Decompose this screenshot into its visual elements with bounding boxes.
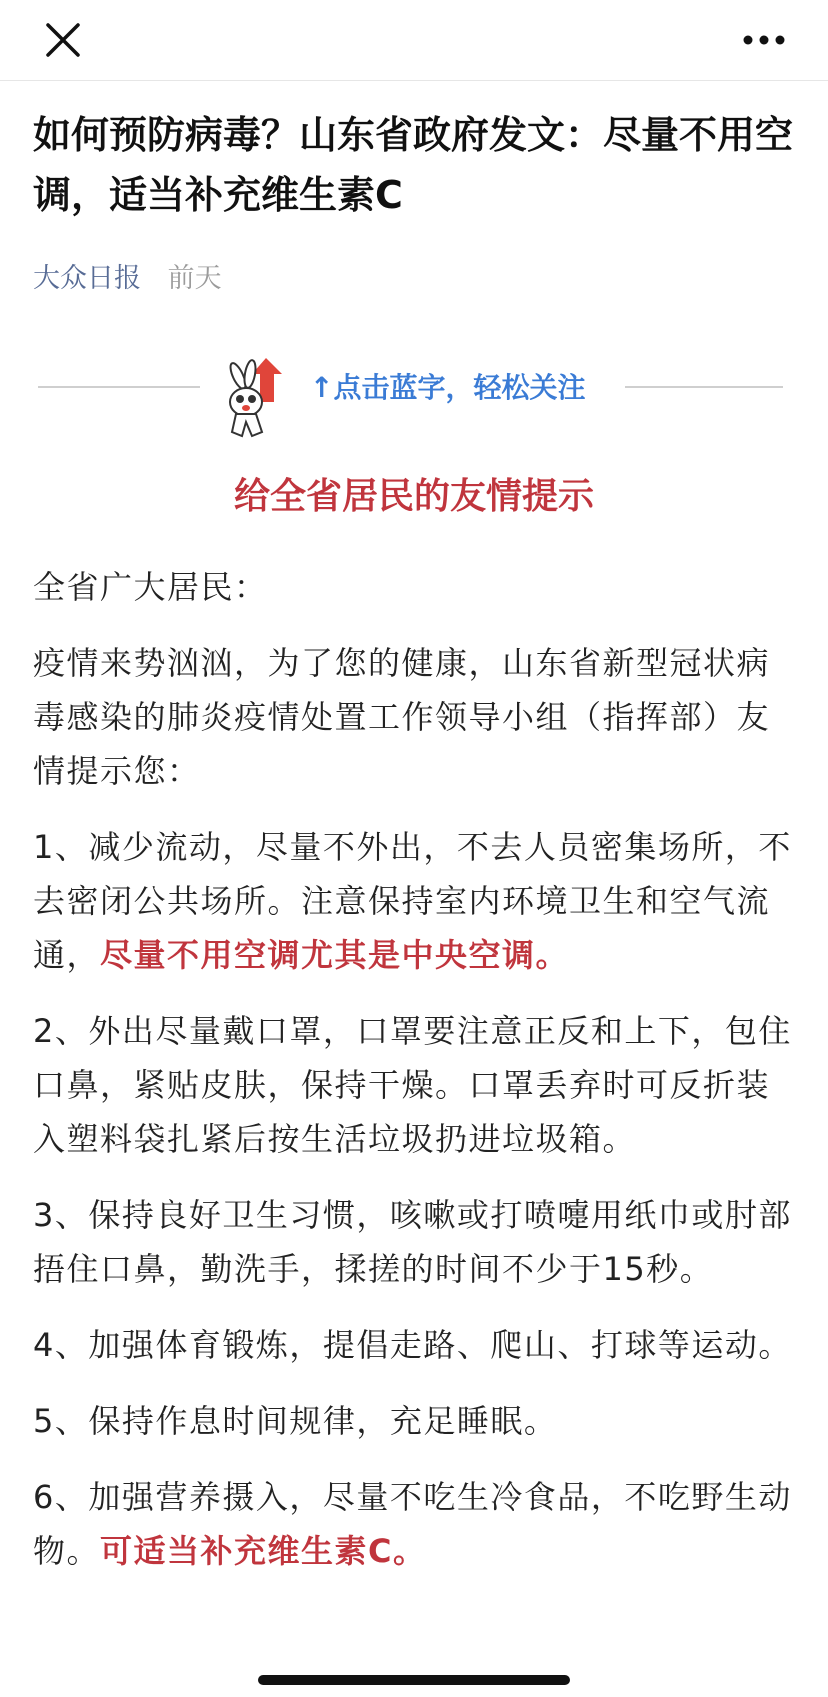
- tip-text: 5、保持作息时间规律，充足睡眠。: [33, 1402, 558, 1440]
- tip-item-6: [33, 1470, 795, 1578]
- tip-text: 3、保持良好卫生习惯，咳嗽或打喷嚏用纸巾或肘部捂住口鼻，勤洗手，揉搓的时间不少于15秒。: [33, 1196, 792, 1288]
- home-indicator[interactable]: [258, 1675, 570, 1685]
- article-body: [33, 560, 795, 1600]
- tip-item-3: [33, 1188, 795, 1296]
- article-meta: [33, 256, 222, 295]
- tip-item-5: [33, 1394, 795, 1448]
- close-icon[interactable]: [40, 17, 86, 63]
- tip-highlight: 尽量不用空调尤其是中央空调。: [100, 936, 570, 974]
- divider-left: [38, 386, 200, 388]
- divider-right: [625, 386, 783, 388]
- tip-item-1: [33, 820, 795, 982]
- notice-heading: 给全省居民的友情提示: [233, 476, 594, 517]
- tip-text: 4、加强体育锻炼，提倡走路、爬山、打球等运动。: [33, 1326, 792, 1364]
- tip-text: 1、减少流动，尽量不外出，不去人员密集场所，不去密闭公共场所。注意保持室内环境卫生和空气流通，: [33, 828, 792, 974]
- tip-item-4: [33, 1318, 795, 1372]
- tip-text: 2、外出尽量戴口罩，口罩要注意正反和上下，包住口鼻，紧贴皮肤，保持干燥。口罩丢弃时可反折装入塑料袋扎紧后按生活垃圾扔进垃圾箱。: [33, 1012, 792, 1158]
- tip-item-2: [33, 1004, 795, 1166]
- tip-text: 6、加强营养摄入，尽量不吃生冷食品，不吃野生动物。: [33, 1478, 792, 1570]
- intro-paragraph: 疫情来势汹汹，为了您的健康，山东省新型冠状病毒感染的肺炎疫情处置工作领导小组（指挥部）友情提示您：: [33, 644, 771, 790]
- follow-banner[interactable]: [0, 352, 828, 442]
- rabbit-mascot-icon: [222, 352, 298, 442]
- more-icon[interactable]: [740, 22, 788, 58]
- top-nav-bar: [0, 0, 828, 81]
- article-title: 如何预防病毒？山东省政府发文：尽量不用空调，适当补充维生素C: [33, 113, 794, 217]
- greeting: 全省广大居民：: [33, 568, 268, 606]
- follow-prompt[interactable]: ↑点击蓝字，轻松关注: [310, 371, 586, 404]
- article-time: 前天: [167, 263, 222, 294]
- article-source-link[interactable]: 大众日报: [33, 263, 141, 294]
- tip-highlight: 可适当补充维生素C。: [100, 1532, 427, 1570]
